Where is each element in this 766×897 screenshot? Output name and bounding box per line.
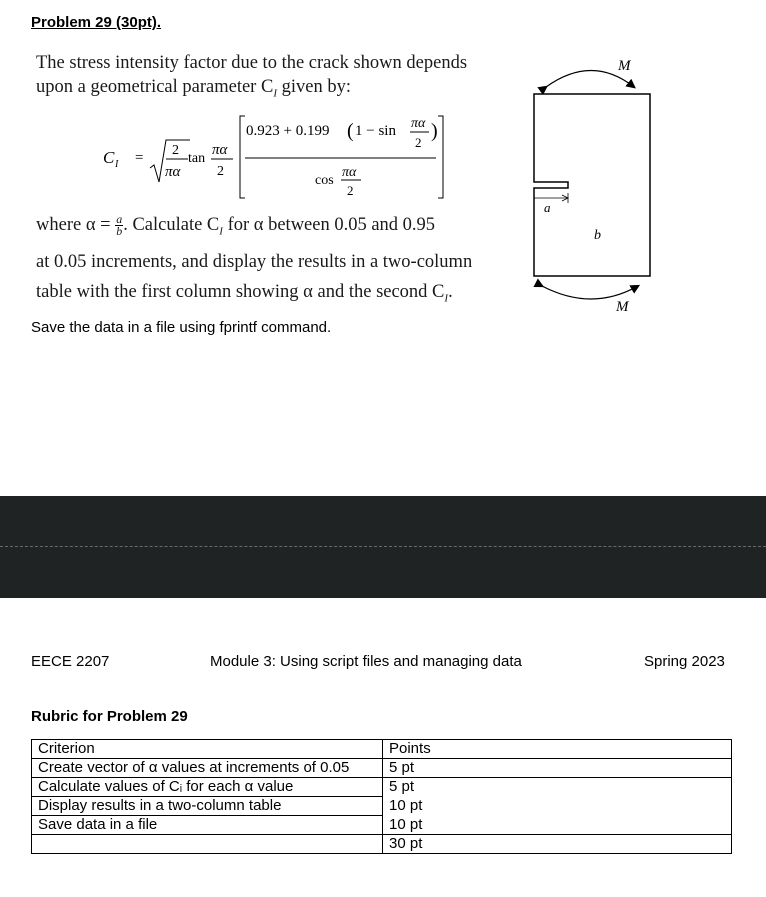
table-row <box>32 835 732 854</box>
page-break-dashed-line <box>0 546 766 547</box>
table-row <box>32 759 732 778</box>
problem-intro <box>36 51 467 106</box>
header-points: Points <box>383 740 732 759</box>
intro-line-2 <box>36 75 467 106</box>
criterion-text: Calculate values of Cᵢ for each α value <box>38 778 294 795</box>
left-paren: ( <box>347 120 354 142</box>
module-title: Module 3: Using script files and managing data <box>210 653 522 670</box>
where-subscript: I <box>219 225 223 238</box>
total-points-cell: 30 pt <box>383 835 732 854</box>
moment-label-top: M <box>618 58 631 74</box>
cos-label: cos <box>315 173 334 188</box>
table-row <box>32 797 732 816</box>
problem-statement <box>36 210 472 313</box>
course-code: EECE 2207 <box>31 653 110 670</box>
table-row <box>32 816 732 835</box>
fraction-denominator: b <box>116 224 123 239</box>
numerator-text: 0.923 + 0.199 <box>246 123 330 139</box>
where-line-1 <box>36 210 472 247</box>
formula-equals: = <box>135 150 144 166</box>
where-line3-post: . <box>448 281 453 302</box>
criterion-cell <box>32 778 383 797</box>
where-line3-subscript: I <box>444 292 449 305</box>
formula-lhs-sub: I <box>115 159 119 170</box>
term: Spring 2023 <box>644 653 725 670</box>
formula-lhs: C <box>103 148 115 167</box>
table-row <box>32 778 732 797</box>
where-line-3 <box>36 277 472 314</box>
one-minus-sin: 1 − sin <box>355 123 396 139</box>
page-break-band <box>0 496 766 598</box>
formula <box>95 110 465 205</box>
tan-numerator: πα <box>212 142 228 158</box>
intro-subscript: I <box>273 87 277 100</box>
problem-title: Problem 29 (30pt). <box>31 14 162 31</box>
where-line3-text: table with the first column showing α and the second C <box>36 281 445 302</box>
points-cell: 5 pt <box>383 759 732 778</box>
label-b: b <box>594 228 601 243</box>
where-prefix: where α = <box>36 215 116 235</box>
tan-label: tan <box>188 151 206 166</box>
tan-denominator: 2 <box>217 164 224 179</box>
plate-outline <box>534 94 650 276</box>
moment-arc-bottom <box>542 286 638 299</box>
criterion-cell: Display results in a two-column table <box>32 797 383 816</box>
intro-tail: given by: <box>276 77 351 97</box>
sin-denominator: 2 <box>415 135 422 150</box>
intro-text: upon a geometrical parameter C <box>36 77 274 97</box>
sin-numerator: πα <box>411 116 426 131</box>
points-cell: 10 pt <box>383 816 732 835</box>
moment-label-bottom: M <box>616 299 629 315</box>
where-mid: . Calculate C <box>123 215 220 235</box>
sqrt-denominator: πα <box>165 164 181 180</box>
alpha-fraction <box>115 214 123 237</box>
rubric-table <box>31 739 732 854</box>
rubric-header-row <box>32 740 732 759</box>
cos-numerator: πα <box>342 165 357 180</box>
criterion-cell: Save data in a file <box>32 816 383 835</box>
cracked-plate-figure <box>520 50 670 320</box>
points-cell: 10 pt <box>383 797 732 816</box>
points-cell: 5 pt <box>383 778 732 797</box>
rubric-title: Rubric for Problem 29 <box>31 708 188 725</box>
save-note: Save the data in a file using fprintf command. <box>31 319 332 336</box>
where-mid-2: for α between 0.05 and 0.95 <box>222 215 436 235</box>
right-bracket <box>438 116 443 198</box>
criterion-cell <box>32 835 383 854</box>
right-paren: ) <box>431 120 438 142</box>
criterion-cell: Create vector of α values at increments of 0.05 <box>32 759 383 778</box>
left-bracket <box>240 116 245 198</box>
header-criterion: Criterion <box>32 740 383 759</box>
where-line-2: at 0.05 increments, and display the results in a two-column <box>36 251 473 272</box>
cos-denominator: 2 <box>347 183 354 198</box>
intro-line-1: The stress intensity factor due to the crack shown depends <box>36 53 468 73</box>
sqrt-numerator: 2 <box>172 143 179 158</box>
fraction-numerator: a <box>116 212 123 227</box>
label-a: a <box>544 200 551 215</box>
